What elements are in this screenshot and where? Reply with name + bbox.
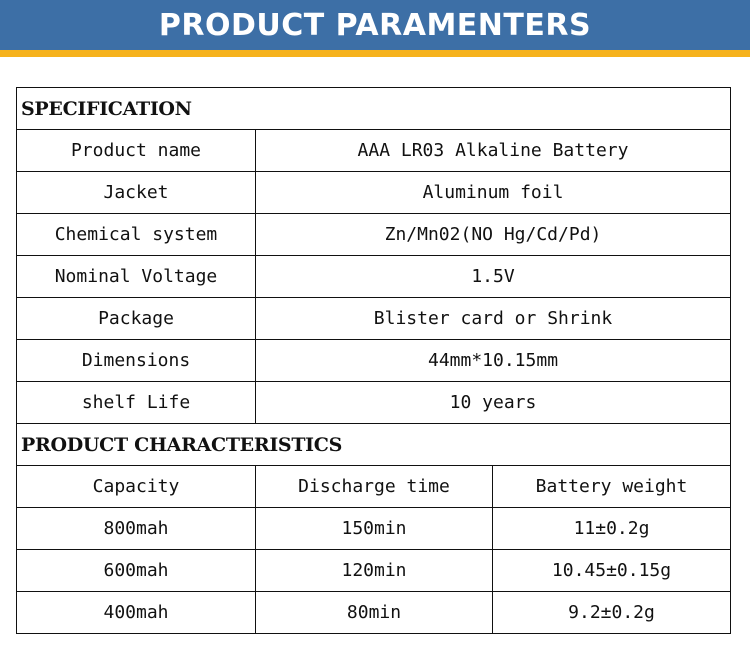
spec-value: Aluminum foil xyxy=(256,172,731,214)
characteristics-header-row xyxy=(17,424,731,466)
column-header-capacity: Capacity xyxy=(17,466,256,508)
capacity-cell: 400mah xyxy=(17,592,256,634)
table-row xyxy=(17,340,731,382)
table-row xyxy=(17,508,731,550)
spec-label: shelf Life xyxy=(17,382,256,424)
column-header-discharge-time: Discharge time xyxy=(256,466,493,508)
table-row xyxy=(17,298,731,340)
battery-weight-cell: 9.2±0.2g xyxy=(493,592,731,634)
spec-value: 1.5V xyxy=(256,256,731,298)
title-banner xyxy=(0,0,750,50)
spec-value: Zn/Mn02(NO Hg/Cd/Pd) xyxy=(256,214,731,256)
spec-label: Nominal Voltage xyxy=(17,256,256,298)
specification-heading: SPECIFICATION xyxy=(17,88,731,130)
specification-header-row xyxy=(17,88,731,130)
characteristics-heading: PRODUCT CHARACTERISTICS xyxy=(17,424,731,466)
column-header-row xyxy=(17,466,731,508)
table-row xyxy=(17,172,731,214)
spec-value: Blister card or Shrink xyxy=(256,298,731,340)
table-row xyxy=(17,130,731,172)
spec-label: Package xyxy=(17,298,256,340)
capacity-cell: 600mah xyxy=(17,550,256,592)
table-row xyxy=(17,592,731,634)
battery-weight-cell: 10.45±0.15g xyxy=(493,550,731,592)
spec-label: Dimensions xyxy=(17,340,256,382)
discharge-time-cell: 150min xyxy=(256,508,493,550)
table-row xyxy=(17,214,731,256)
spec-label: Chemical system xyxy=(17,214,256,256)
parameters-table xyxy=(16,87,731,634)
spec-label: Jacket xyxy=(17,172,256,214)
discharge-time-cell: 120min xyxy=(256,550,493,592)
accent-stripe xyxy=(0,50,750,57)
table-row xyxy=(17,550,731,592)
table-row xyxy=(17,382,731,424)
spec-value: AAA LR03 Alkaline Battery xyxy=(256,130,731,172)
spec-label: Product name xyxy=(17,130,256,172)
page-title: PRODUCT PARAMENTERS xyxy=(158,7,592,43)
column-header-battery-weight: Battery weight xyxy=(493,466,731,508)
spec-value: 10 years xyxy=(256,382,731,424)
spec-value: 44mm*10.15mm xyxy=(256,340,731,382)
capacity-cell: 800mah xyxy=(17,508,256,550)
table-row xyxy=(17,256,731,298)
discharge-time-cell: 80min xyxy=(256,592,493,634)
battery-weight-cell: 11±0.2g xyxy=(493,508,731,550)
